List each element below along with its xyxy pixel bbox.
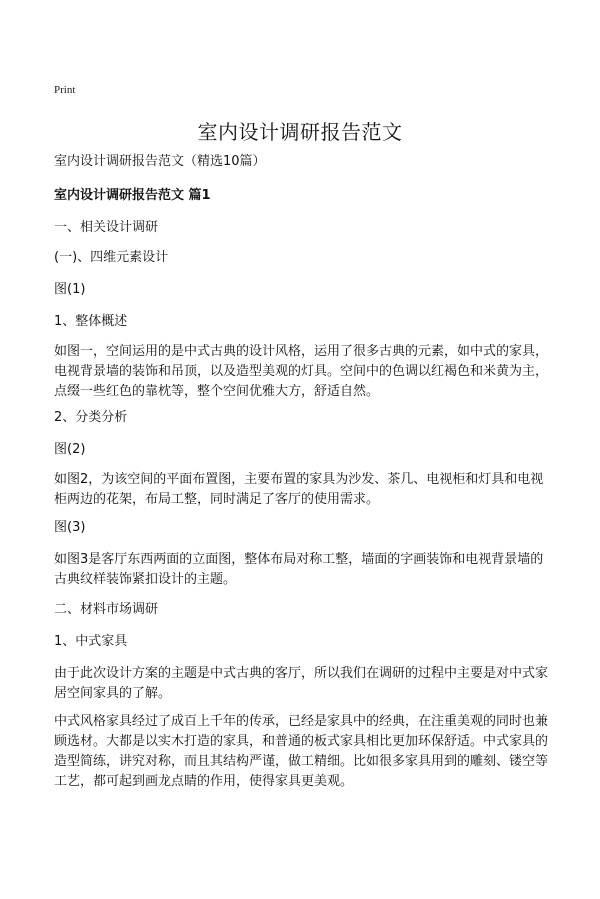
subheading-overview: 1、整体概述 — [54, 314, 128, 329]
figure-label-1: 图(1) — [54, 282, 86, 297]
paragraph-floor-plan: 如图2，为该空间的平面布置图，主要布置的家具为沙发、茶几、电视柜和灯具和电视柜两边的花架，布局工整，同时满足了客厅的使用需求。 — [54, 472, 544, 507]
subheading-four-dimension: (一)、四维元素设计 — [54, 250, 169, 265]
document-subtitle: 室内设计调研报告范文（精选10篇） — [54, 154, 266, 169]
subheading-chinese-furniture: 1、中式家具 — [54, 634, 128, 649]
paragraph-elevation: 如图3是客厅东西两面的立面图，整体布局对称工整，墙面的字画装饰和电视背景墙的古典纹样装饰紧扣设计的主题。 — [54, 552, 544, 587]
heading-related-research: 一、相关设计调研 — [54, 220, 159, 235]
figure-label-2: 图(2) — [54, 442, 86, 457]
print-link[interactable]: Print — [54, 84, 76, 96]
paragraph-design-theme: 由于此次设计方案的主题是中式古典的客厅，所以我们在调研的过程中主要是对中式家居空间家具的了解。 — [54, 666, 549, 701]
figure-label-3: 图(3) — [54, 520, 86, 535]
paragraph-chinese-style: 中式风格家具经过了成百上千年的传承，已经是家具中的经典，在注重美观的同时也兼顾选材。大都是以实木打造的家具，和普通的板式家具相比更加环保舒适。中式家具的造型简练，讲究对称，而且其结构严谨，做工精细。比如很多家具用到的雕刻、镂空等工艺，都可起到画龙点睛的作用，使得家具更美观。 — [54, 714, 549, 789]
subheading-analysis: 2、分类分析 — [54, 410, 128, 425]
heading-material-market: 二、材料市场调研 — [54, 602, 159, 617]
section-title: 室内设计调研报告范文 篇1 — [54, 188, 211, 203]
document-title: 室内设计调研报告范文 — [197, 120, 403, 144]
paragraph-overview: 如图一，空间运用的是中式古典的设计风格，运用了很多古典的元素，如中式的家具，电视背景墙的装饰和吊顶，以及造型美观的灯具。空间中的色调以红褐色和米黄为主，点缀一些红色的靠枕等，整个空间优雅大方，舒适自然。 — [54, 344, 549, 399]
